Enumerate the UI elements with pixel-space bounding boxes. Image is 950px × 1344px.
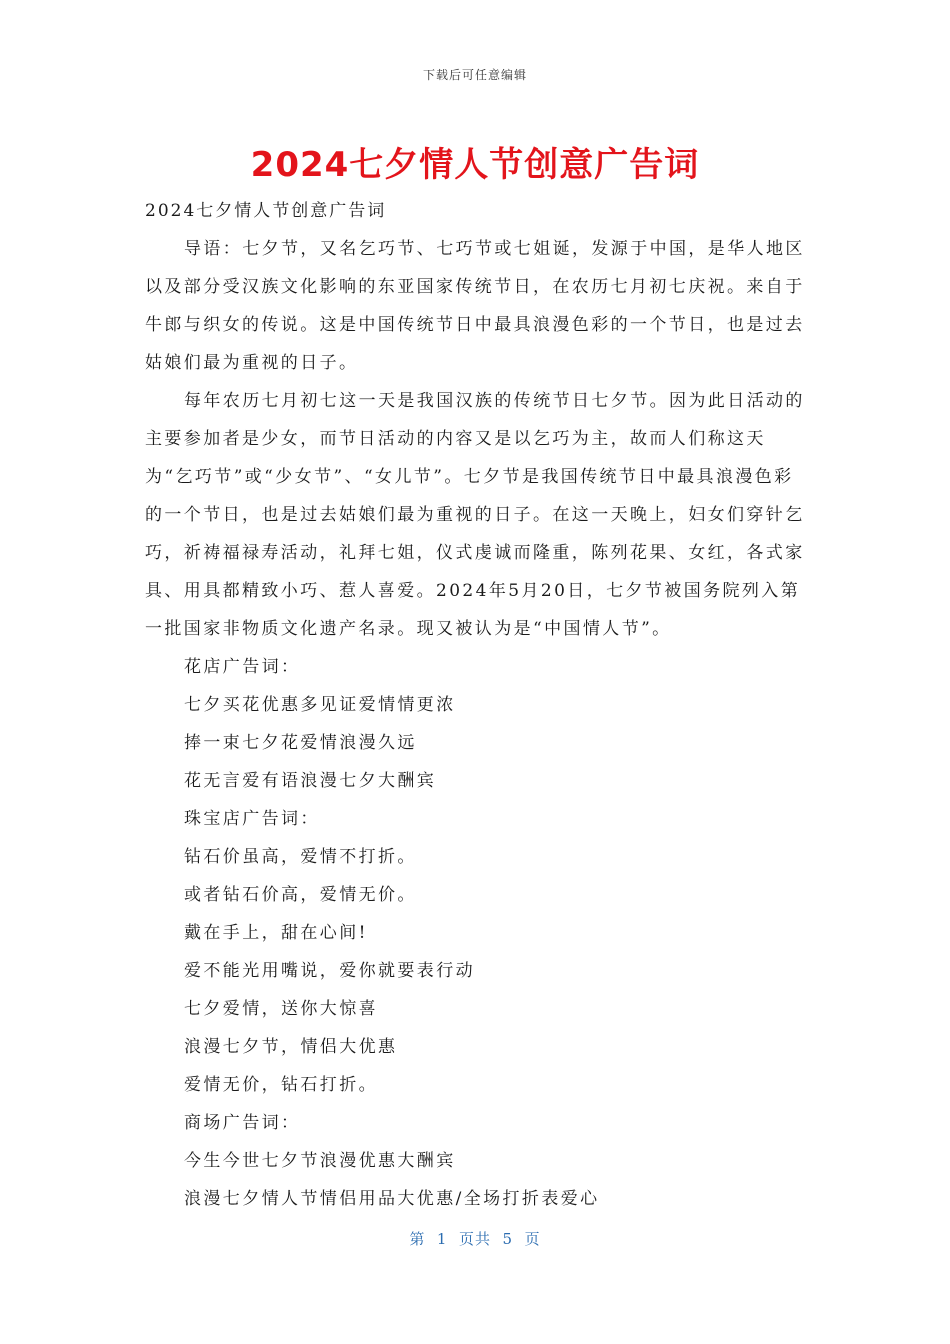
- document-body: [145, 192, 810, 1218]
- slogan-line: 七夕爱情，送你大惊喜: [184, 999, 378, 1019]
- slogan-line: 钻石价虽高，爱情不打折。: [184, 847, 417, 867]
- slogan-line: 爱不能光用嘴说，爱你就要表行动: [184, 961, 475, 981]
- background-paragraph: 每年农历七月初七这一天是我国汉族的传统节日七夕节。因为此日活动的主要参加者是少女，而节日活动的内容又是以乞巧为主，故而人们称这天为“乞巧节”或“少女节”、“女儿节”。七夕节是我国传统节日中最具浪漫色彩的一个节日，也是过去姑娘们最为重视的日子。在这一天晚上，妇女们穿针乞巧，祈祷福禄寿活动，礼拜七姐，仪式虔诚而隆重，陈列花果、女红，各式家具、用具都精致小巧、惹人喜爱。2024年5月20日，七夕节被国务院列入第一批国家非物质文化遗产名录。现又被认为是“中国情人节”。: [145, 391, 805, 639]
- slogan-line: 浪漫七夕节，情侣大优惠: [184, 1037, 398, 1057]
- document-subtitle: 2024七夕情人节创意广告词: [145, 201, 387, 221]
- slogan-line: 浪漫七夕情人节情侣用品大优惠/全场打折表爱心: [184, 1189, 600, 1209]
- slogan-line: 花无言爱有语浪漫七夕大酬宾: [184, 771, 437, 791]
- section-heading-flower-shop: 花店广告词：: [184, 657, 301, 677]
- slogan-line: 戴在手上，甜在心间!: [184, 923, 368, 943]
- slogan-line: 今生今世七夕节浪漫优惠大酬宾: [184, 1151, 456, 1171]
- section-heading-mall: 商场广告词：: [184, 1113, 301, 1133]
- slogan-line: 捧一束七夕花爱情浪漫久远: [184, 733, 417, 753]
- slogan-line: 或者钻石价高，爱情无价。: [184, 885, 417, 905]
- page-header-note: 下载后可任意编辑: [422, 68, 527, 82]
- intro-paragraph: 导语：七夕节，又名乞巧节、七巧节或七姐诞，发源于中国，是华人地区以及部分受汉族文化影响的东亚国家传统节日，在农历七月初七庆祝。来自于牛郎与织女的传说。这是中国传统节日中最具浪漫色彩的一个节日，也是过去姑娘们最为重视的日子。: [145, 239, 805, 373]
- slogan-line: 爱情无价，钻石打折。: [184, 1075, 378, 1095]
- section-heading-jewelry-store: 珠宝店广告词：: [184, 809, 320, 829]
- slogan-line: 七夕买花优惠多见证爱情情更浓: [184, 695, 456, 715]
- document-title: 2024七夕情人节创意广告词: [250, 145, 700, 185]
- page-number-footer: 第 1 页共 5 页: [409, 1230, 541, 1248]
